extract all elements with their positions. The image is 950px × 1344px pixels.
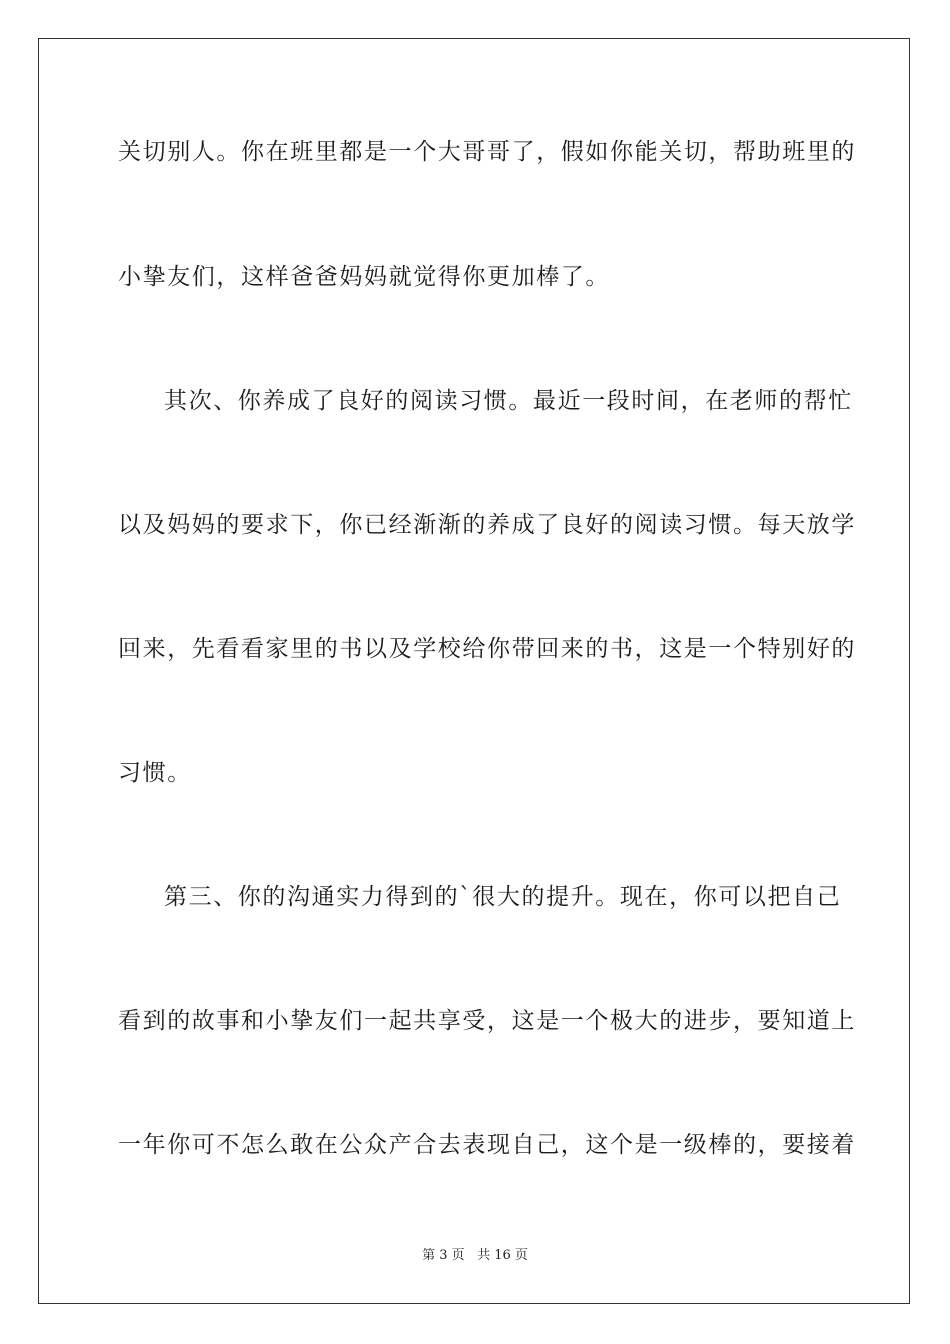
page-footer — [0, 1247, 950, 1265]
text-line: 习惯。 — [118, 760, 192, 786]
text-line: 小挚友们，这样爸爸妈妈就觉得你更加棒了。 — [118, 264, 610, 290]
text-line: 关切别人。你在班里都是一个大哥哥了，假如你能关切，帮助班里的 — [118, 139, 856, 165]
text-line: 回来，先看看家里的书以及学校给你带回来的书，这是一个特别好的 — [118, 636, 856, 662]
page-number: 第 3 页 — [422, 1248, 465, 1263]
text-line: 第三、你的沟通实力得到的`很大的提升。现在，你可以把自己 — [164, 884, 842, 910]
text-line: 看到的故事和小挚友们一起共享受，这是一个极大的进步，要知道上 — [118, 1008, 856, 1034]
text-line: 一年你可不怎么敢在公众产合去表现自己，这个是一级棒的，要接着 — [118, 1132, 856, 1158]
text-line: 其次、你养成了良好的阅读习惯。最近一段时间，在老师的帮忙 — [164, 388, 853, 414]
page-total: 共 16 页 — [477, 1248, 528, 1263]
text-line: 以及妈妈的要求下，你已经渐渐的养成了良好的阅读习惯。每天放学 — [118, 512, 856, 538]
page-border — [38, 38, 910, 1304]
